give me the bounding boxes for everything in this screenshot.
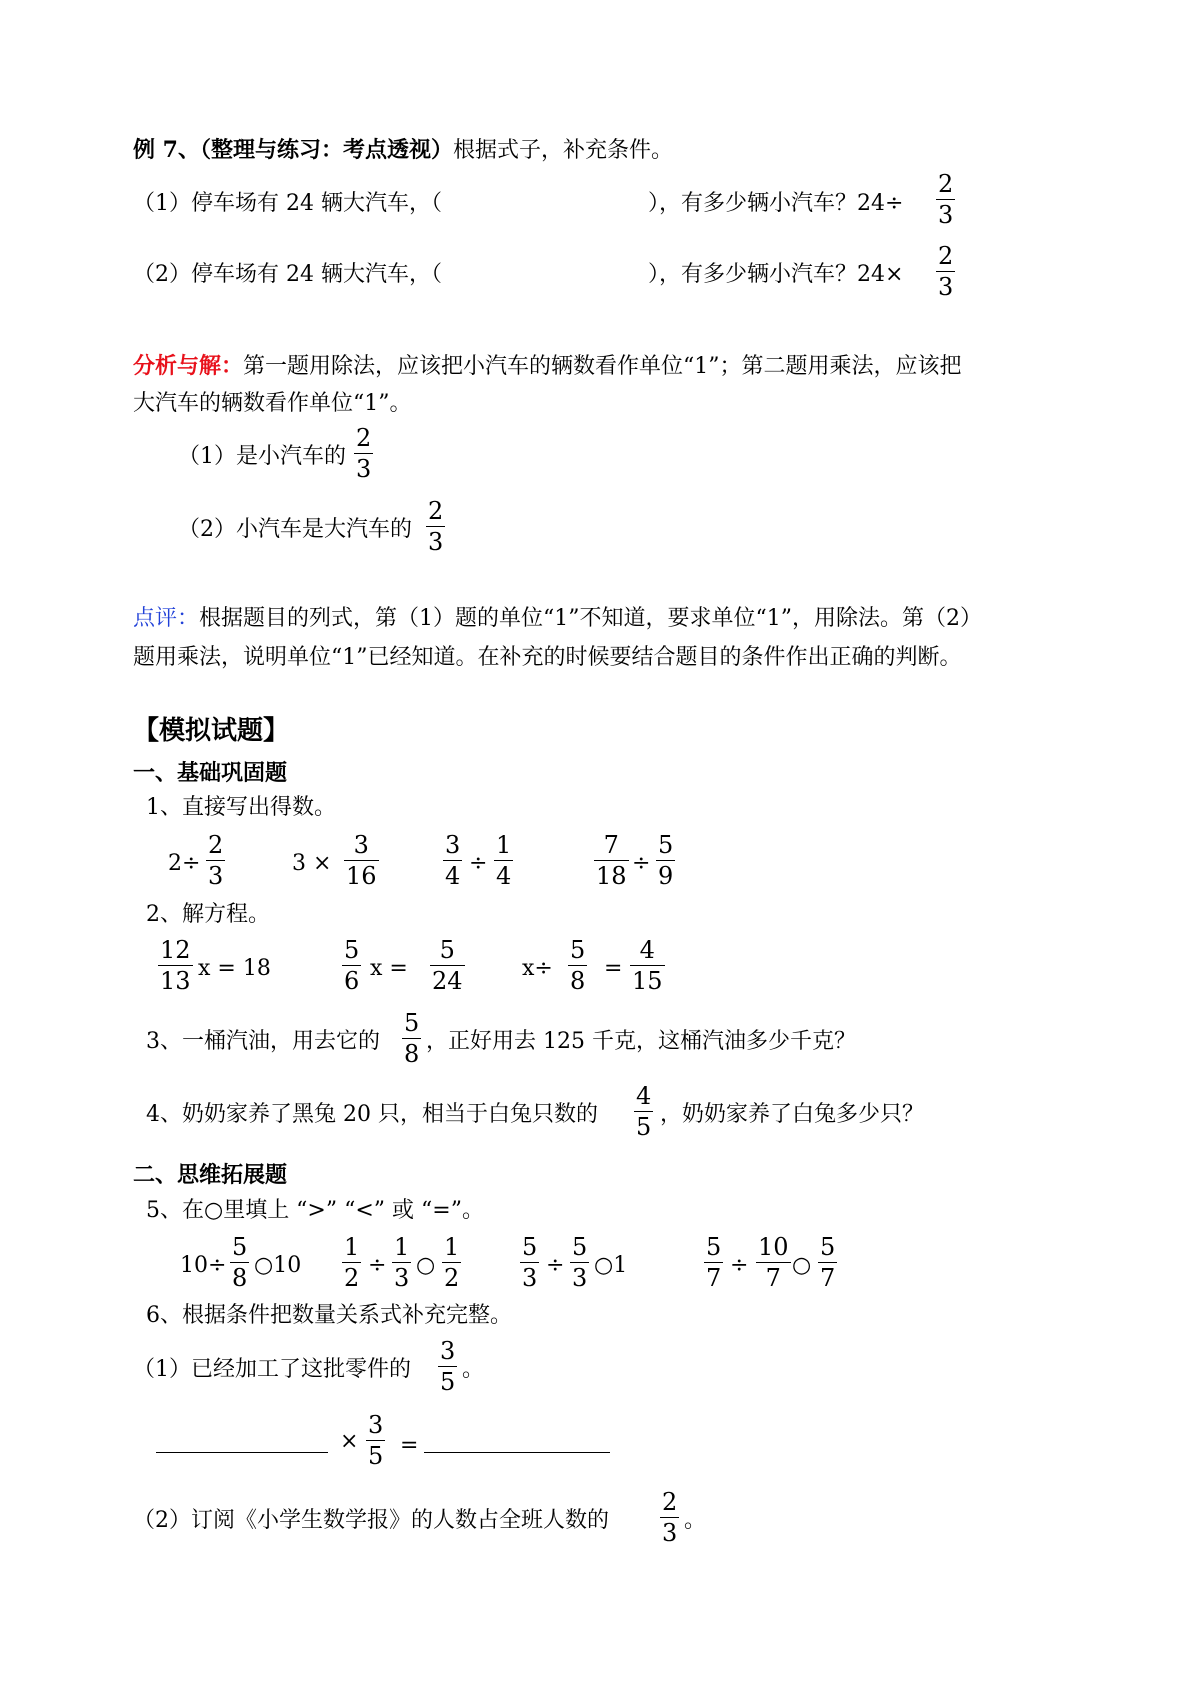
comment-text1: 根据题目的列式，第（1）题的单位“1”不知道，要求单位“1”，用除法。第（2） (199, 606, 982, 631)
sim-q4-fraction: 4 5 (636, 1082, 652, 1141)
q6-eq-times: × (340, 1429, 359, 1454)
q6-s1-post: 。 (462, 1357, 485, 1382)
comment-label: 点评： (133, 606, 200, 631)
sim-q3-fraction: 5 8 (404, 1009, 420, 1068)
q2-e3-fraction1: 5 8 (570, 936, 586, 995)
q5-e4-fraction2: 10 7 (758, 1233, 789, 1292)
example-source: （整理与练习：考点透视） (199, 137, 453, 163)
q5-e2-op: ÷ (368, 1253, 387, 1278)
sim-section2: 二、思维拓展题 (133, 1162, 288, 1188)
sim-heading: 【模拟试题】 (133, 716, 290, 746)
sim-q4-pre: 4、奶奶家养了黑兔 20 只，相当于白兔只数的 (146, 1102, 598, 1127)
q1-e1-fraction: 2 3 (208, 831, 224, 890)
comment-line2: 题用乘法，说明单位“1”已经知道。在补充的时候要结合题目的条件作出正确的判断。 (133, 645, 962, 670)
q1-e1-pre: 2÷ (168, 851, 201, 876)
q6-s1-pre: （1）已经加工了这批零件的 (133, 1357, 411, 1382)
q5-e3-op: ÷ (546, 1253, 565, 1278)
q2-e1-fraction: 12 13 (160, 936, 191, 995)
q5-e3-fraction2: 5 3 (572, 1233, 588, 1292)
sim-q6-label: 6、根据条件把数量关系式补充完整。 (146, 1303, 512, 1328)
analysis-line1 (133, 355, 962, 378)
analysis-answer1-fraction: 2 3 (356, 424, 372, 483)
sim-q1-label: 1、直接写出得数。 (146, 795, 336, 820)
q1-e2-fraction: 3 16 (346, 831, 377, 890)
q5-e2-circle: ○ (416, 1253, 436, 1278)
sim-q4-post: ，奶奶家养了白兔多少只？ (660, 1102, 925, 1127)
q2-e2-fraction1: 5 6 (344, 936, 360, 995)
q5-e4-fraction1: 5 7 (706, 1233, 722, 1292)
q2-e2-fraction2: 5 24 (432, 936, 463, 995)
example-q2-pre: （2）停车场有 24 辆大汽车，（ (133, 262, 442, 287)
analysis-answer2-fraction: 2 3 (428, 497, 444, 556)
q6-s2-post: 。 (684, 1508, 707, 1533)
q1-e3-op: ÷ (469, 851, 488, 876)
analysis-answer1-text: （1）是小汽车的 (178, 444, 346, 469)
sim-q3-post: ，正好用去 125 千克，这桶汽油多少千克？ (426, 1029, 856, 1054)
q5-e1-post: ○10 (254, 1253, 302, 1278)
analysis-line2: 大汽车的辆数看作单位“1”。 (133, 391, 412, 416)
comment-line1 (133, 608, 982, 630)
q5-e1-fraction: 5 8 (232, 1233, 248, 1292)
q2-e3-pre: x÷ (522, 956, 553, 981)
q2-e1-rest: x = 18 (198, 956, 271, 981)
example-q1-pre: （1）停车场有 24 辆大汽车，（ (133, 191, 442, 216)
example-q1-post: ），有多少辆小汽车？24÷ (648, 191, 904, 216)
example-q2-fraction: 2 3 (938, 242, 954, 301)
analysis-answer2-text: （2）小汽车是大汽车的 (178, 517, 412, 542)
q6-blank-left[interactable] (156, 1452, 328, 1453)
q5-e2-fraction1: 1 2 (344, 1233, 360, 1292)
sim-q2-label: 2、解方程。 (146, 902, 270, 927)
sim-q5-label: 5、在○里填上 “>” “<” 或 “=”。 (146, 1198, 484, 1223)
sim-q3-pre: 3、一桶汽油，用去它的 (146, 1029, 380, 1054)
q2-e2-mid: x = (370, 956, 408, 981)
example-prefix: 例 7、 (133, 137, 200, 163)
q1-e4-fraction1: 7 18 (596, 831, 627, 890)
q5-e4-op: ÷ (730, 1253, 749, 1278)
q2-e3-mid: = (604, 956, 623, 981)
analysis-text1: 第一题用除法，应该把小汽车的辆数看作单位“1”；第二题用乘法，应该把 (243, 354, 962, 379)
q5-e2-fraction3: 1 2 (444, 1233, 460, 1292)
example-q1-fraction: 2 3 (938, 170, 954, 229)
q5-e3-post: ○1 (594, 1253, 628, 1278)
q6-eq-fraction: 3 5 (368, 1411, 384, 1470)
q6-blank-right[interactable] (424, 1452, 610, 1453)
q1-e2-pre: 3 × (292, 851, 332, 876)
q6-s2-pre: （2）订阅《小学生数学报》的人数占全班人数的 (133, 1508, 609, 1533)
example-instruction: 根据式子，补充条件。 (452, 138, 673, 163)
q1-e4-op: ÷ (632, 851, 651, 876)
q5-e2-fraction2: 1 3 (394, 1233, 410, 1292)
analysis-label: 分析与解： (133, 353, 244, 379)
sim-section1: 一、基础巩固题 (133, 760, 288, 786)
q6-s1-fraction: 3 5 (440, 1337, 456, 1396)
example-q2-post: ），有多少辆小汽车？24× (648, 262, 904, 287)
q5-e3-fraction1: 5 3 (522, 1233, 538, 1292)
q5-e4-fraction3: 5 7 (820, 1233, 836, 1292)
q6-eq-sign: = (400, 1433, 419, 1458)
q5-e1-pre: 10÷ (180, 1253, 227, 1278)
q1-e4-fraction2: 5 9 (658, 831, 674, 890)
q5-e4-circle: ○ (792, 1253, 812, 1278)
q1-e3-fraction2: 1 4 (496, 831, 512, 890)
q1-e3-fraction1: 3 4 (445, 831, 461, 890)
q6-s2-fraction: 2 3 (662, 1488, 678, 1547)
example-title (133, 139, 673, 162)
q2-e3-fraction2: 4 15 (632, 936, 663, 995)
